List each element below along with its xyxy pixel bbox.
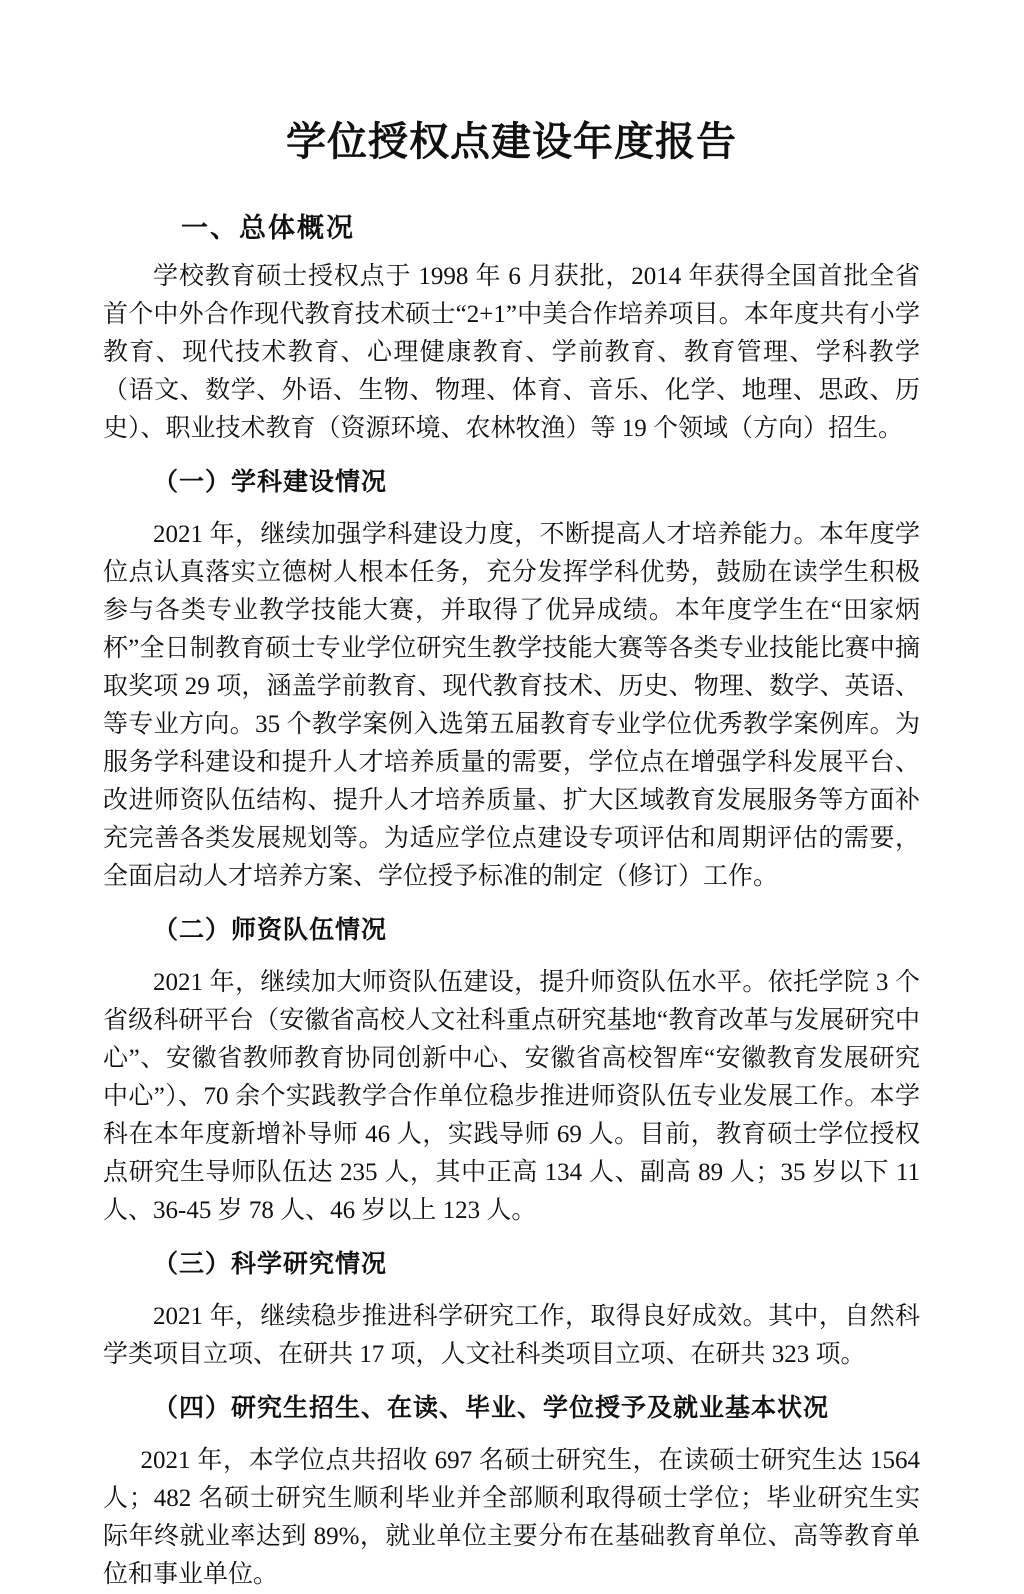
subsection-paragraph-scientific-research: 2021 年，继续稳步推进科学研究工作，取得良好成效。其中，自然科学类项目立项、在研共 17 项，人文社科类项目立项、在研共 323 项。 [103,1303,920,1369]
subsection-paragraph-enrollment-graduation-employment: 2021 年，本学位点共招收 697 名硕士研究生，在读硕士研究生达 1564 人；482 名硕士研究生顺利毕业并全部顺利取得硕士学位；毕业研究生实际年终就业率达到 89%，就业单位主要分布在基础教育单位、高等教育单位和事业单位。 [103,1447,920,1589]
document-title: 学位授权点建设年度报告 [286,119,737,164]
subsection-paragraph-faculty-team: 2021 年，继续加大师资队伍建设，提升师资队伍水平。依托学院 3 个省级科研平台（安徽省高校人文社科重点研究基地“教育改革与发展研究中心”、安徽省教师教育协同创新中心、安徽省高校智库“安徽教育发展研究中心”）、70 余个实践教学合作单位稳步推进师资队伍专业发展工作。本学科在本年度新增补导师 46 人，实践导师 69 人。目前，教育硕士学位授权点研究生导师队伍达 235 人，其中正高 134 人、副高 89 人；35 岁以下 11 人、36-45 岁 78 人、46 岁以上 123 人。 [103,969,920,1225]
overview-intro-paragraph: 学校教育硕士授权点于 1998 年 6 月获批，2014 年获得全国首批全省首个中外合作现代教育技术硕士“2+1”中美合作培养项目。本年度共有小学教育、现代技术教育、心理健康教育、学前教育、教育管理、学科教学（语文、数学、外语、生物、物理、体育、音乐、化学、地理、思政、历史）、职业技术教育（资源环境、农林牧渔）等 19 个领域（方向）招生。 [103,263,920,443]
subsection-heading-faculty-team: （二）师资队伍情况 [153,917,388,945]
subsection-heading-scientific-research: （三）科学研究情况 [153,1251,388,1279]
subsection-heading-enrollment-graduation-employment: （四）研究生招生、在读、毕业、学位授予及就业基本状况 [153,1395,830,1423]
subsection-heading-discipline-construction: （一）学科建设情况 [153,469,388,497]
subsection-paragraph-discipline-construction: 2021 年，继续加强学科建设力度，不断提高人才培养能力。本年度学位点认真落实立德树人根本任务，充分发挥学科优势，鼓励在读学生积极参与各类专业教学技能大赛，并取得了优异成绩。本年度学生在“田家炳杯”全日制教育硕士专业学位研究生教学技能大赛等各类专业技能比赛中摘取奖项 29 项，涵盖学前教育、现代教育技术、历史、物理、数学、英语、等专业方向。35 个教学案例入选第五届教育专业学位优秀教学案例库。为服务学科建设和提升人才培养质量的需要，学位点在增强学科发展平台、改进师资队伍结构、提升人才培养质量、扩大区域教育发展服务等方面补充完善各类发展规划等。为适应学位点建设专项评估和周期评估的需要，全面启动人才培养方案、学位授予标准的制定（修订）工作。 [103,521,920,891]
section-heading-overview: 一、总体概况 [181,213,355,243]
